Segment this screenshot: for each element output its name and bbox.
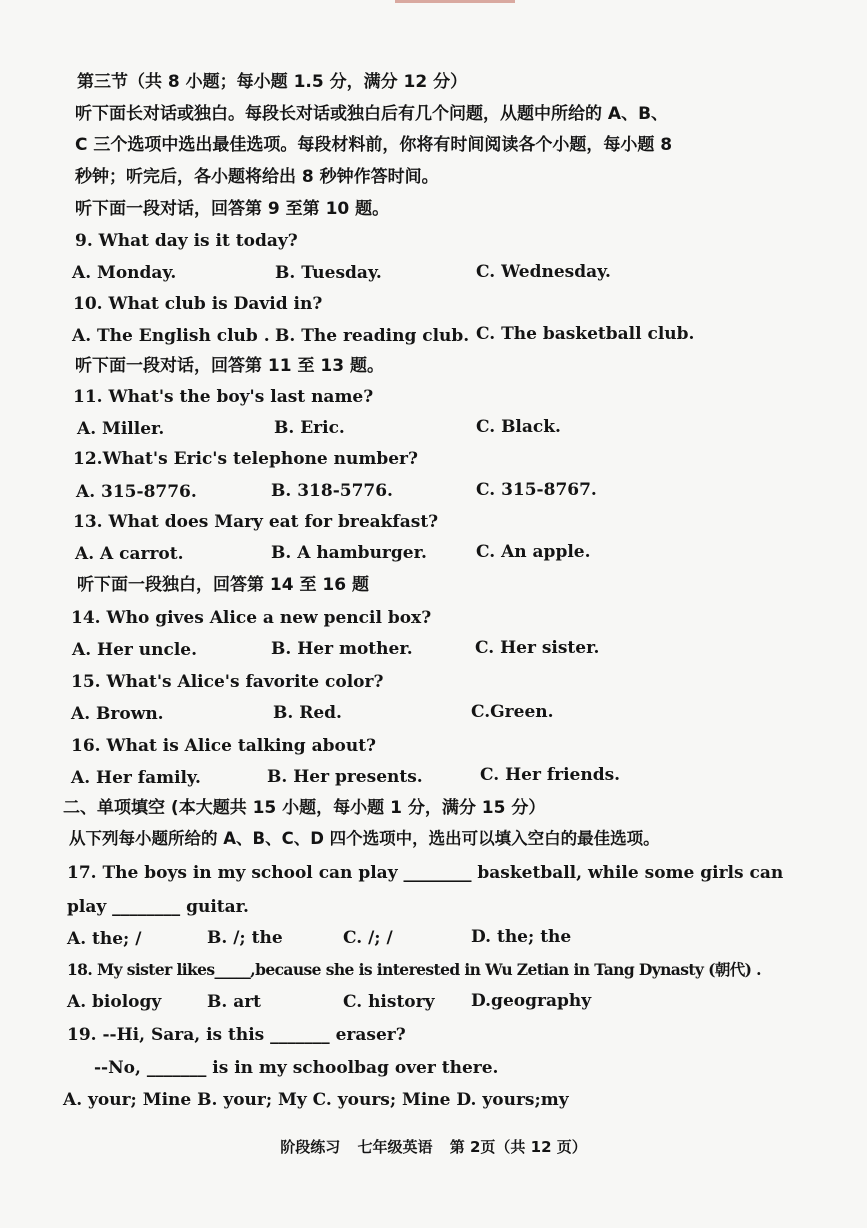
q16-option-c: C. Her friends. (480, 765, 621, 785)
q13-option-c: C. An apple. (476, 542, 591, 562)
dialog-intro-9-10: 听下面一段对话，回答第 9 至第 10 题。 (75, 199, 390, 219)
q18-option-d: D.geography (471, 991, 592, 1011)
q18-option-a: A. biology (67, 992, 162, 1012)
question-9: 9. What day is it today? (75, 231, 298, 251)
question-10: 10. What club is David in? (73, 294, 323, 314)
q11-option-b: B. Eric. (274, 418, 345, 438)
q10-option-c: C. The basketball club. (476, 324, 695, 344)
q12-option-b: B. 318-5776. (271, 481, 393, 501)
q12-option-c: C. 315-8767. (476, 480, 597, 500)
question-14: 14. Who gives Alice a new pencil box? (71, 608, 432, 628)
question-19-line-2: --No, _______ is in my schoolbag over there. (94, 1058, 499, 1078)
q13-option-b: B. A hamburger. (271, 543, 427, 563)
q14-option-c: C. Her sister. (475, 638, 600, 658)
q16-option-b: B. Her presents. (267, 767, 423, 787)
section3-instruction-1: 听下面长对话或独白。每段长对话或独白后有几个问题，从题中所给的 A、B、 (75, 104, 669, 124)
q9-option-b: B. Tuesday. (275, 263, 382, 283)
question-11: 11. What's the boy's last name? (73, 387, 374, 407)
section3-instruction-3: 秒钟；听完后，各小题将给出 8 秒钟作答时间。 (75, 167, 439, 187)
q16-option-a: A. Her family. (71, 768, 201, 788)
q17-option-b: B. /; the (207, 928, 283, 948)
q17-option-d: D. the; the (471, 927, 572, 947)
question-13: 13. What does Mary eat for breakfast? (73, 512, 439, 532)
q15-option-b: B. Red. (273, 703, 342, 723)
q9-option-c: C. Wednesday. (476, 262, 611, 282)
q17-option-a: A. the; / (67, 929, 142, 949)
dialog-intro-11-13: 听下面一段对话，回答第 11 至 13 题。 (75, 356, 384, 376)
q13-option-a: A. A carrot. (75, 544, 184, 564)
q15-option-c: C.Green. (471, 702, 554, 722)
q18-option-b: B. art (207, 992, 262, 1012)
q18-option-c: C. history (343, 992, 435, 1012)
q11-option-c: C. Black. (476, 417, 561, 437)
q11-option-a: A. Miller. (77, 419, 165, 439)
question-18: 18. My sister likes_____,because she is interested in Wu Zetian in Tang Dynasty (朝代) . (67, 960, 761, 979)
question-12: 12.What's Eric's telephone number? (73, 449, 418, 469)
part2-heading: 二、单项填空 (本大题共 15 小题，每小题 1 分，满分 15 分） (63, 798, 546, 818)
q12-option-a: A. 315-8776. (76, 482, 197, 502)
q10-option-a: A. The English club . (72, 326, 270, 346)
footer-exam-type: 阶段练习 (280, 1138, 341, 1156)
question-17-line-1: 17. The boys in my school can play ________ basketball, while some girls can (67, 863, 784, 883)
section3-heading: 第三节（共 8 小题；每小题 1.5 分，满分 12 分） (77, 72, 468, 92)
section3-instruction-2: C 三个选项中选出最佳选项。每段材料前，你将有时间阅读各个小题，每小题 8 (75, 135, 673, 155)
q14-option-b: B. Her mother. (271, 639, 413, 659)
q17-option-c: C. /; / (343, 928, 393, 948)
q10-option-b: B. The reading club. (275, 326, 470, 346)
q9-option-a: A. Monday. (72, 263, 177, 283)
q15-option-a: A. Brown. (71, 704, 164, 724)
footer-subject: 七年级英语 (357, 1138, 433, 1156)
footer-page-number: 第 2页（共 12 页） (449, 1138, 587, 1156)
question-15: 15. What's Alice's favorite color? (71, 672, 384, 692)
question-19-line-1: 19. --Hi, Sara, is this _______ eraser? (67, 1025, 406, 1045)
question-17-line-2: play ________ guitar. (67, 897, 249, 917)
part2-instruction: 从下列每小题所给的 A、B、C、D 四个选项中，选出可以填入空白的最佳选项。 (69, 829, 660, 848)
monologue-intro-14-16: 听下面一段独白，回答第 14 至 16 题 (77, 575, 369, 595)
q19-options: A. your; Mine B. your; My C. yours; Mine D. yours;my (63, 1090, 569, 1110)
page-footer (0, 1136, 867, 1157)
question-16: 16. What is Alice talking about? (71, 736, 377, 756)
q14-option-a: A. Her uncle. (72, 640, 198, 660)
